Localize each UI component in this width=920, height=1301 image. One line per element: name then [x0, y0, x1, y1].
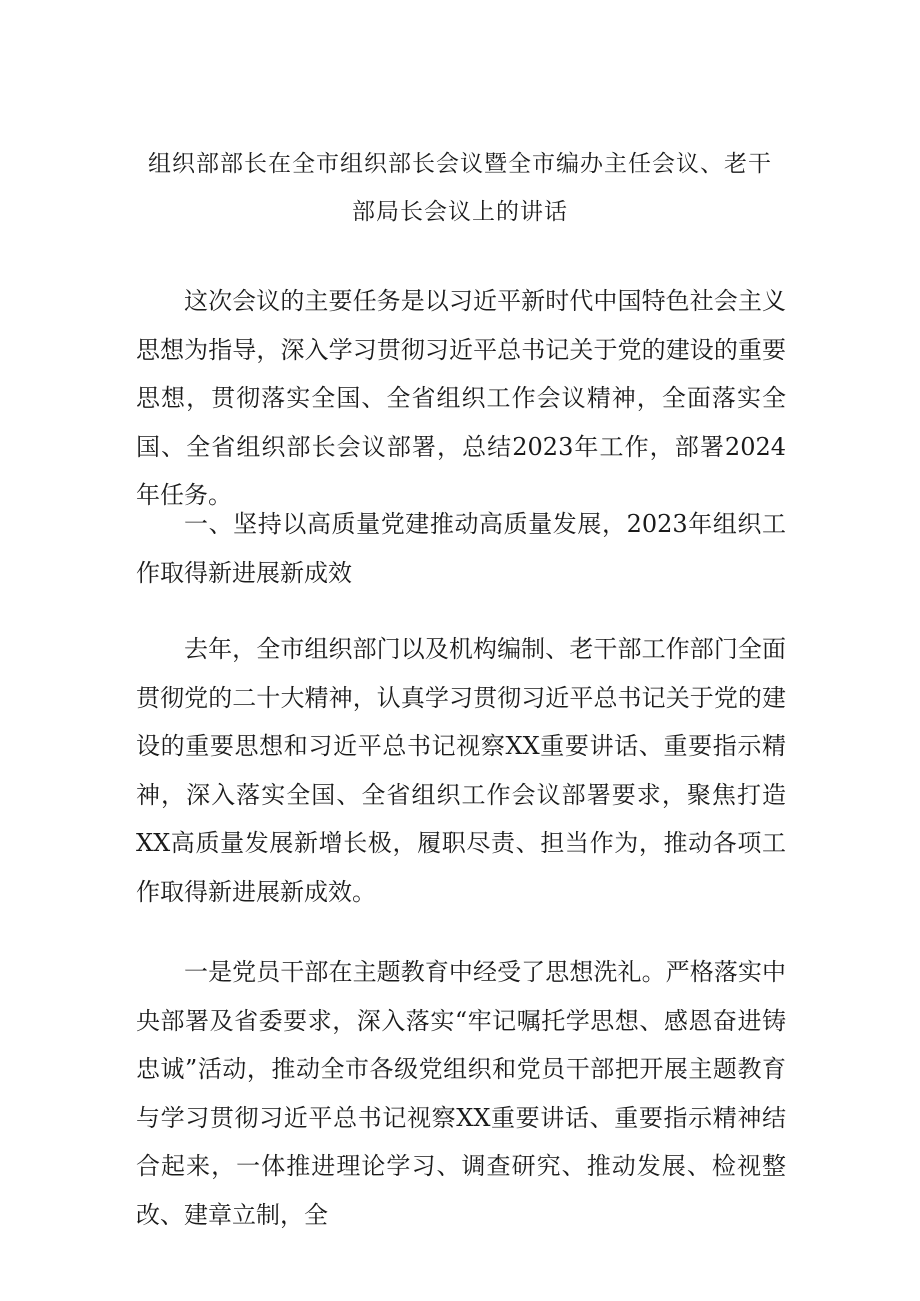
section-heading-1: 一、坚持以高质量党建推动高质量发展，2023年组织工作取得新进展新成效 — [136, 510, 786, 587]
paragraph-last-year: 去年，全市组织部门以及机构编制、老干部工作部门全面贯彻党的二十大精神，认真学习贯彻习近平总书记关于党的建设的重要思想和习近平总书记视察XX重要讲话、重要指示精神，深入落实全国、全省组织工作会议部署要求，聚焦打造XX高质量发展新增长极，履职尽责、担当作为，推动各项工作取得新进展新成效。 — [136, 635, 786, 906]
paragraph-intro: 这次会议的主要任务是以习近平新时代中国特色社会主义思想为指导，深入学习贯彻习近平总书记关于党的建设的重要思想，贯彻落实全国、全省组织工作会议精神，全面落实全国、全省组织部长会议部署，总结2023年工作，部署2024年任务。 — [136, 287, 786, 509]
document-title: 组织部部长在全市组织部长会议暨全市编办主任会议、老干部局长会议上的讲话 — [148, 151, 772, 225]
paragraph-item-1: 一是党员干部在主题教育中经受了思想洗礼。严格落实中央部署及省委要求，深入落实“牢记嘱托学思想、感恩奋进铸忠诚”活动，推动全市各级党组织和党员干部把开展主题教育与学习贯彻习近平总书记视察XX重要讲话、重要指示精神结合起来，一体推进理论学习、调查研究、推动发展、检视整改、建章立制，全 — [136, 958, 786, 1229]
